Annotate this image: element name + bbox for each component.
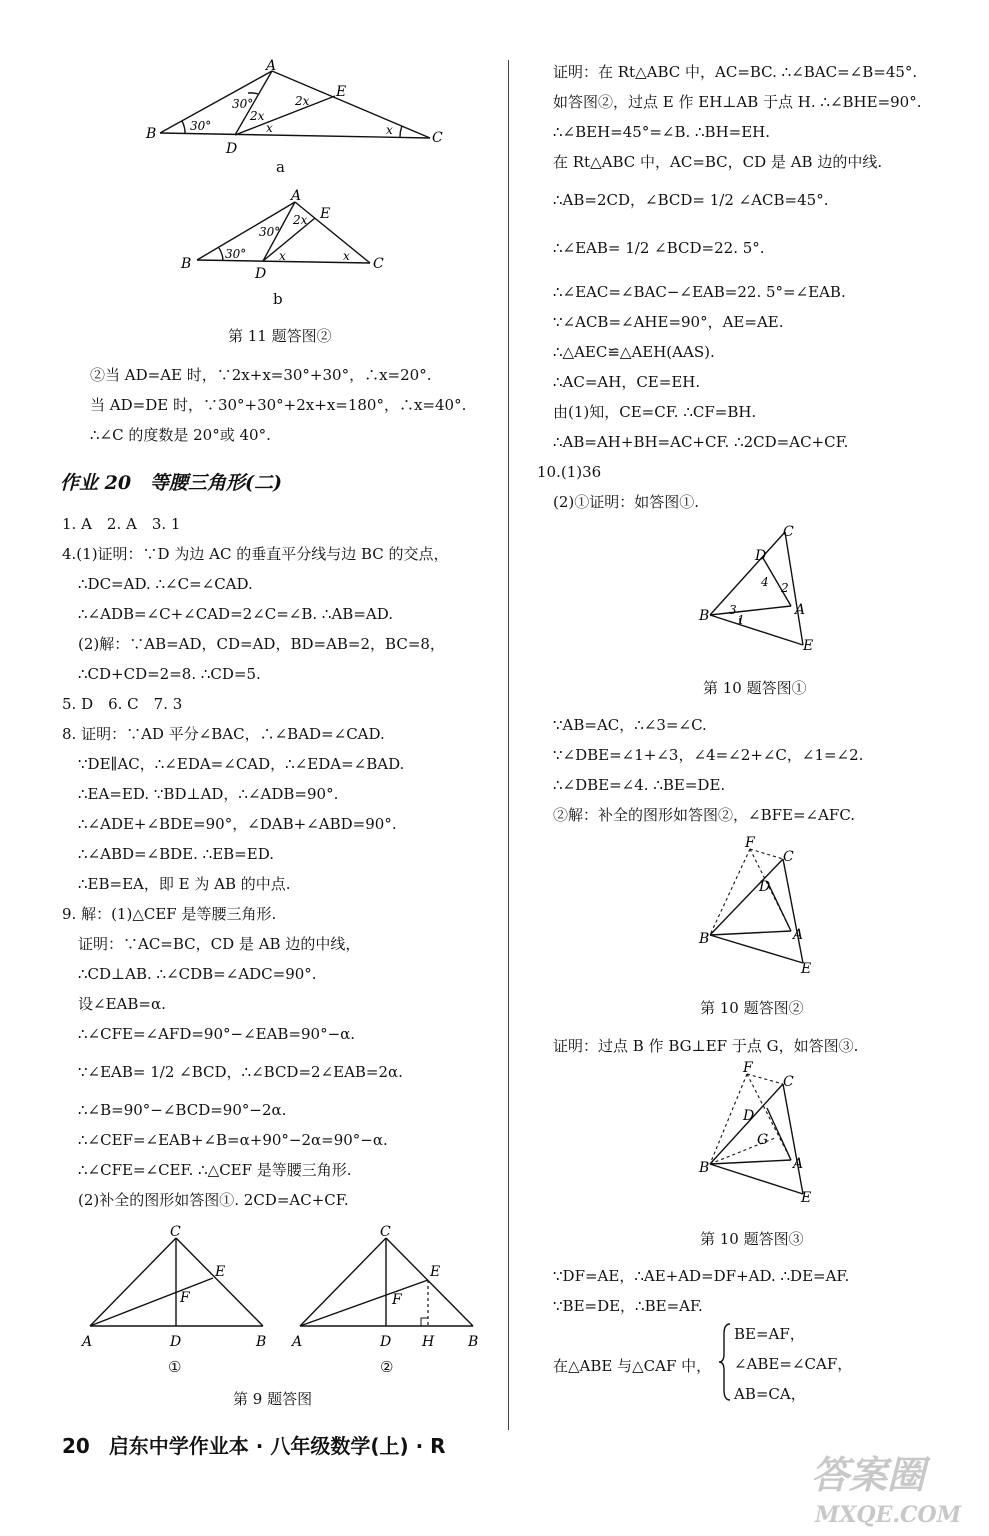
answer-line: ∴DC=AD. ∴∠C=∠CAD. — [78, 575, 253, 593]
q11-line: 当 AD=DE 时，∵30°+30°+2x+x=180°，∴x=40°. — [90, 396, 467, 414]
svg-text:30°: 30° — [190, 119, 212, 133]
figure-10-3-caption: 第 10 题答图③ — [700, 1230, 804, 1248]
answer-line: 证明：在 Rt△ABC 中，AC=BC. ∴∠BAC=∠B=45°. — [553, 63, 918, 81]
answer-line: ∴∠ADB=∠C+∠CAD=2∠C=∠B. ∴AB=AD. — [78, 605, 393, 623]
svg-text:H: H — [422, 1334, 435, 1350]
svg-text:E: E — [803, 638, 814, 654]
svg-text:C: C — [783, 524, 794, 540]
answer-line: ∴EA=ED. ∵BD⊥AD，∴∠ADB=90°. — [78, 785, 339, 803]
brace-prefix: 在△ABE 与△CAF 中， — [553, 1357, 712, 1375]
svg-text:A: A — [82, 1334, 93, 1350]
brace-icon — [718, 1322, 732, 1402]
svg-text:D: D — [755, 548, 767, 564]
svg-text:D: D — [743, 1108, 755, 1124]
brace-line: BE=AF， — [734, 1325, 805, 1343]
answer-line: (2)补全的图形如答图①. 2CD=AC+CF. — [78, 1191, 349, 1209]
figure-10-3 — [695, 1060, 825, 1210]
answer-line: ∴CD+CD=2=8. ∴CD=5. — [78, 665, 261, 683]
figure-11a-label: a — [276, 158, 285, 176]
svg-text:D: D — [226, 141, 238, 157]
svg-text:30°: 30° — [259, 225, 281, 239]
svg-text:A: A — [292, 1334, 303, 1350]
answer-line: ∵DE∥AC，∴∠EDA=∠CAD，∴∠EDA=∠BAD. — [78, 755, 405, 773]
svg-text:F: F — [745, 835, 755, 851]
q11-line: ∴∠C 的度数是 20°或 40°. — [90, 426, 271, 444]
answer-line: 证明：∵AC=BC，CD 是 AB 边的中线， — [78, 935, 361, 953]
answer-line: 9. 解：(1)△CEF 是等腰三角形. — [62, 905, 277, 923]
answer-line: 8. 证明：∵AD 平分∠BAC，∴∠BAD=∠CAD. — [62, 725, 385, 743]
svg-text:C: C — [783, 1074, 794, 1090]
figure-9-caption: 第 9 题答图 — [233, 1390, 313, 1408]
figure-11-caption: 第 11 题答图② — [228, 327, 332, 345]
watermark-url: MXQE.COM — [815, 1502, 962, 1528]
answer-line: ∴AB=2CD，∠BCD= 1/2 ∠ACB=45°. — [553, 191, 829, 209]
answer-line: ∴∠CEF=∠EAB+∠B=α+90°−2α=90°−α. — [78, 1131, 388, 1149]
svg-text:x: x — [266, 121, 273, 135]
svg-text:3: 3 — [729, 603, 737, 617]
svg-text:D: D — [380, 1334, 392, 1350]
svg-text:A: A — [793, 927, 804, 943]
answer-line: ∵∠EAB= 1/2 ∠BCD，∴∠BCD=2∠EAB=2α. — [78, 1063, 403, 1081]
brace-line: ∠ABE=∠CAF， — [734, 1355, 853, 1373]
answer-line: ∴EB=EA，即 E 为 AB 的中点. — [78, 875, 291, 893]
svg-text:x: x — [386, 123, 393, 137]
answer-line: ∴△AEC≌△AEH(AAS). — [553, 343, 715, 361]
figure-9-2 — [288, 1220, 488, 1380]
svg-text:x: x — [279, 249, 286, 263]
svg-text:30°: 30° — [232, 97, 254, 111]
svg-text:B: B — [699, 1160, 710, 1176]
figure-10-2 — [695, 835, 825, 980]
answer-line: ∵BE=DE，∴BE=AF. — [553, 1297, 703, 1315]
answer-line: (2)解：∵AB=AD，CD=AD，BD=AB=2，BC=8， — [78, 635, 445, 653]
svg-text:E: E — [320, 206, 331, 222]
svg-text:E: E — [801, 1190, 812, 1206]
svg-text:F: F — [743, 1060, 753, 1076]
svg-text:E: E — [336, 84, 347, 100]
svg-text:C: C — [783, 849, 794, 865]
svg-text:2: 2 — [781, 581, 789, 595]
answer-line: ∵∠ACB=∠AHE=90°，AE=AE. — [553, 313, 784, 331]
svg-text:30°: 30° — [225, 247, 247, 261]
answer-line: 1. A 2. A 3. 1 — [62, 515, 181, 533]
svg-text:2x: 2x — [250, 109, 265, 123]
answer-line: 在 Rt△ABC 中，AC=BC，CD 是 AB 边的中线. — [553, 153, 883, 171]
svg-text:B: B — [256, 1334, 267, 1350]
section-title: 作业 20 等腰三角形(二) — [60, 472, 283, 494]
answer-line: (2)①证明：如答图①. — [553, 493, 700, 511]
column-divider — [508, 60, 509, 1430]
svg-text:C: C — [380, 1224, 391, 1240]
figure-10-1 — [695, 520, 825, 660]
answer-line: ∴∠BEH=45°=∠B. ∴BH=EH. — [553, 123, 771, 141]
svg-text:C: C — [170, 1224, 181, 1240]
svg-text:A: A — [266, 58, 277, 74]
svg-text:1: 1 — [737, 613, 745, 627]
svg-text:2x: 2x — [295, 94, 310, 108]
figure-10-2-caption: 第 10 题答图② — [700, 999, 804, 1017]
svg-text:F: F — [180, 1290, 190, 1306]
figure-11b — [175, 188, 395, 288]
page-number: 20 — [62, 1434, 90, 1458]
svg-text:x: x — [343, 249, 350, 263]
svg-text:C: C — [432, 130, 443, 146]
answer-line: ∵AB=AC，∴∠3=∠C. — [553, 716, 707, 734]
answer-line: ∴∠B=90°−∠BCD=90°−2α. — [78, 1101, 287, 1119]
answer-line: ∴∠ABD=∠BDE. ∴EB=ED. — [78, 845, 274, 863]
svg-text:E: E — [430, 1264, 441, 1280]
svg-text:B: B — [699, 931, 710, 947]
answer-line: ∴∠EAB= 1/2 ∠BCD=22. 5°. — [553, 239, 765, 257]
page-footer — [62, 1430, 446, 1459]
figure-10-1-caption: 第 10 题答图① — [703, 679, 807, 697]
q11-line: ②当 AD=AE 时，∵2x+x=30°+30°，∴x=20°. — [90, 366, 432, 384]
svg-text:E: E — [801, 961, 812, 977]
answer-line: ②解：补全的图形如答图②，∠BFE=∠AFC. — [553, 806, 856, 824]
figure-9-1 — [78, 1220, 278, 1380]
answer-line: ∴CD⊥AB. ∴∠CDB=∠ADC=90°. — [78, 965, 317, 983]
answer-line: 4.(1)证明：∵D 为边 AC 的垂直平分线与边 BC 的交点， — [62, 545, 449, 563]
answer-line: ∴∠ADE+∠BDE=90°，∠DAB+∠ABD=90°. — [78, 815, 397, 833]
answer-line: 10.(1)36 — [537, 463, 602, 481]
svg-text:D: D — [170, 1334, 182, 1350]
answer-line: ∴AC=AH，CE=EH. — [553, 373, 701, 391]
svg-text:A: A — [291, 188, 302, 204]
svg-text:B: B — [699, 608, 710, 624]
answer-line: ∵∠DBE=∠1+∠3，∠4=∠2+∠C，∠1=∠2. — [553, 746, 864, 764]
answer-line: ∴∠CFE=∠AFD=90°−∠EAB=90°−α. — [78, 1025, 356, 1043]
figure-9-sub1-label: ① — [168, 1358, 182, 1376]
svg-text:A: A — [793, 1156, 804, 1172]
figure-11b-label: b — [273, 290, 283, 308]
answer-line: 5. D 6. C 7. 3 — [62, 695, 183, 713]
svg-text:B: B — [146, 126, 157, 142]
svg-text:D: D — [255, 266, 267, 282]
answer-line: 设∠EAB=α. — [78, 995, 166, 1013]
svg-text:C: C — [373, 256, 384, 272]
svg-text:G: G — [757, 1132, 769, 1148]
watermark-logo — [801, 1440, 981, 1530]
answer-line: ∴∠EAC=∠BAC−∠EAB=22. 5°=∠EAB. — [553, 283, 846, 301]
svg-text:D: D — [759, 879, 771, 895]
answer-line: ∴∠DBE=∠4. ∴BE=DE. — [553, 776, 726, 794]
answer-line: ∵DF=AE，∴AE+AD=DF+AD. ∴DE=AF. — [553, 1267, 850, 1285]
answer-line: ∴AB=AH+BH=AC+CF. ∴2CD=AC+CF. — [553, 433, 849, 451]
svg-text:F: F — [392, 1292, 402, 1308]
answer-line: 证明：过点 B 作 BG⊥EF 于点 G，如答图③. — [553, 1037, 859, 1055]
brace-line: AB=CA， — [734, 1385, 806, 1403]
answer-line: 如答图②，过点 E 作 EH⊥AB 于点 H. ∴∠BHE=90°. — [553, 93, 922, 111]
figure-9-sub2-label: ② — [380, 1358, 394, 1376]
svg-text:B: B — [468, 1334, 479, 1350]
svg-text:B: B — [181, 256, 192, 272]
book-title: 启东中学作业本 · 八年级数学(上) · R — [108, 1434, 446, 1458]
answer-line: ∴∠CFE=∠CEF. ∴△CEF 是等腰三角形. — [78, 1161, 352, 1179]
figure-11a — [140, 58, 450, 178]
svg-text:2x: 2x — [293, 213, 308, 227]
svg-text:4: 4 — [761, 575, 769, 589]
watermark-text: 答案圈 — [811, 1452, 926, 1497]
answer-line: 由(1)知，CE=CF. ∴CF=BH. — [553, 403, 757, 421]
svg-text:A: A — [795, 602, 806, 618]
svg-text:E: E — [215, 1264, 226, 1280]
